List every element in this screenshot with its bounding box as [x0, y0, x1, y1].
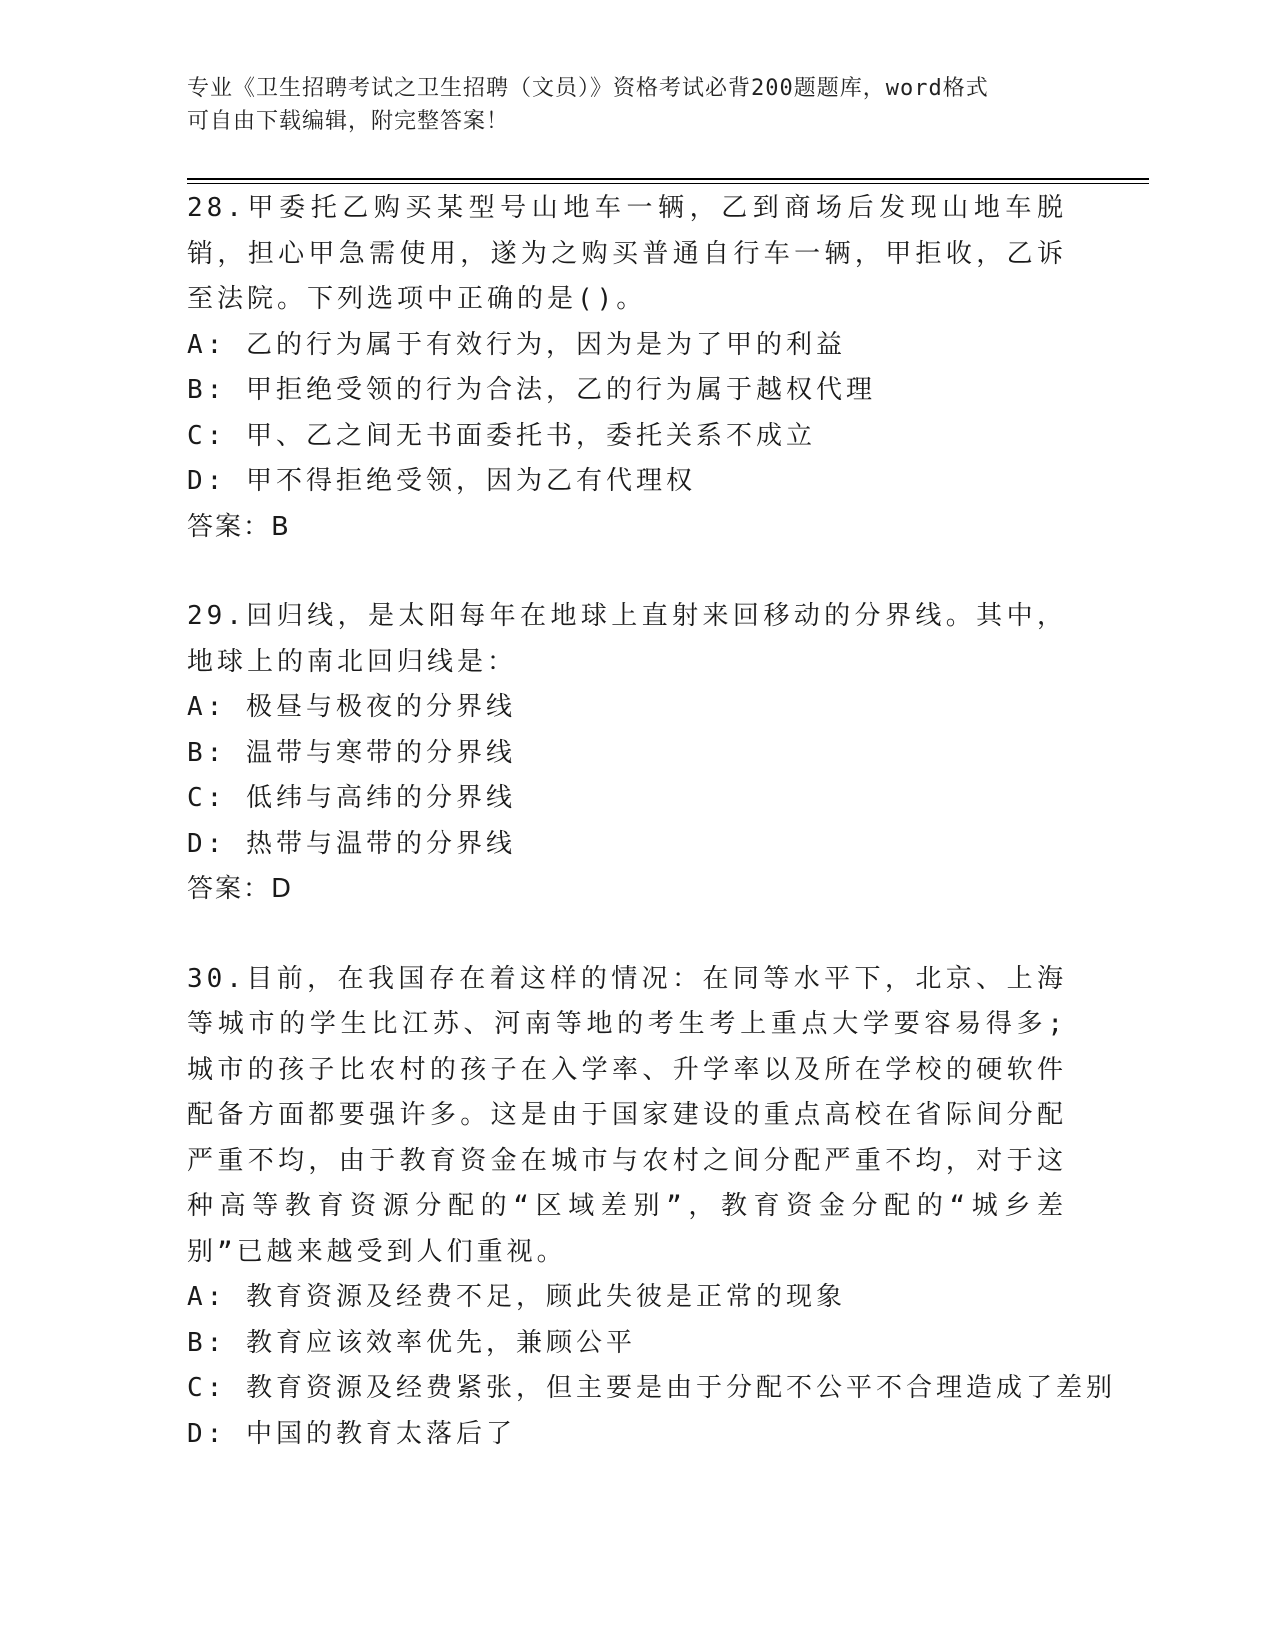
question-stem: 28.甲委托乙购买某型号山地车一辆，乙到商场后发现山地车脱销，担心甲急需使用，遂为之购买普通自行车一辆，甲拒收，乙诉至法院。下列选项中正确的是()。: [187, 193, 1067, 314]
answer-line: 答案：D: [187, 874, 294, 904]
option-b: B: 教育应该效率优先，兼顾公平: [187, 1327, 636, 1358]
option-b: B: 温带与寒带的分界线: [187, 737, 516, 768]
header-divider-thin: [187, 183, 1149, 184]
option-b: B: 甲拒绝受领的行为合法，乙的行为属于越权代理: [187, 375, 876, 405]
option-a: A: 乙的行为属于有效行为，因为是为了甲的利益: [187, 329, 846, 360]
question-28: [187, 186, 1067, 550]
answer-line: 答案：B: [187, 511, 291, 542]
option-d: D: 热带与温带的分界线: [187, 828, 516, 859]
option-c: C: 教育资源及经费紧张，但主要是由于分配不公平不合理造成了差别: [187, 1373, 1116, 1403]
question-stem: 29.回归线，是太阳每年在地球上直射来回移动的分界线。其中，地球上的南北回归线是：: [187, 601, 1067, 677]
spacer: [187, 550, 1067, 594]
header-title-line-2: 可自由下载编辑，附完整答案！: [187, 109, 510, 134]
option-a: A: 教育资源及经费不足，顾此失彼是正常的现象: [187, 1282, 846, 1312]
option-d: D: 中国的教育太落后了: [187, 1418, 516, 1449]
question-30: [187, 957, 1116, 1458]
question-29: [187, 594, 1067, 913]
option-c: C: 低纬与高纬的分界线: [187, 783, 516, 813]
option-c: C: 甲、乙之间无书面委托书，委托关系不成立: [187, 420, 816, 451]
header-title-line-1: 专业《卫生招聘考试之卫生招聘（文员）》资格考试必背200题题库，word格式: [187, 76, 989, 101]
option-a: A: 极昼与极夜的分界线: [187, 692, 516, 722]
option-d: D: 甲不得拒绝受领，因为乙有代理权: [187, 466, 696, 496]
spacer: [187, 913, 1067, 957]
question-stem: 30.目前，在我国存在着这样的情况：在同等水平下，北京、上海等城市的学生比江苏、河南等地的考生考上重点大学要容易得多;城市的孩子比农村的孩子在入学率、升学率以及所在学校的硬软件配备方面都要强许多。这是由于国家建设的重点高校在省际间分配严重不均，由于教育资金在城市与农村之间分配严重不均，对于这种高等教育资源分配的“区域差别”，教育资金分配的“城乡差别”已越来越受到人们重视。: [187, 963, 1067, 1267]
header-divider-thick: [187, 178, 1149, 180]
document-header: [187, 72, 1067, 138]
question-list: [187, 186, 1116, 1457]
